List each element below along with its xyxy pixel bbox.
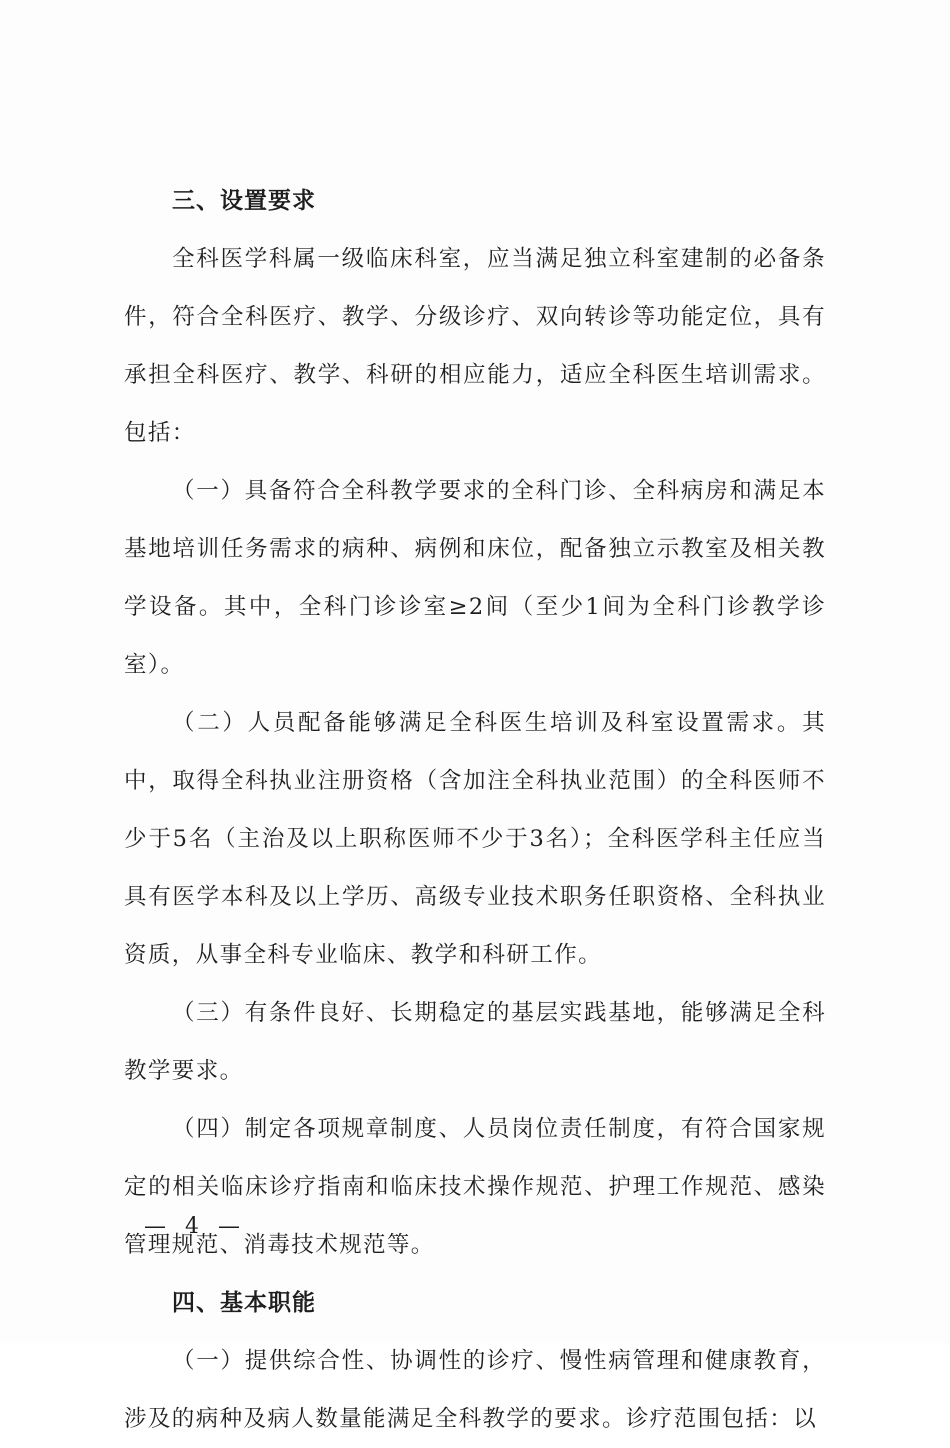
- section-heading-3: 三、设置要求: [172, 188, 316, 214]
- page-number: — 4 —: [144, 1214, 246, 1239]
- paragraph-3-3: （三）有条件良好、长期稳定的基层实践基地，能够满足全科教学要求。: [124, 1000, 826, 1084]
- paragraph-4-1: （一）提供综合性、协调性的诊疗、慢性病管理和健康教育，涉及的病种及病人数量能满足全科教学的要求。诊疗范围包括：以: [124, 1348, 826, 1432]
- paragraph-3-intro: 全科医学科属一级临床科室，应当满足独立科室建制的必备条件，符合全科医疗、教学、分级诊疗、双向转诊等功能定位，具有承担全科医疗、教学、科研的相应能力，适应全科医生培训需求。包括：: [124, 246, 826, 446]
- document-body: [124, 172, 826, 1448]
- section-heading-4: 四、基本职能: [172, 1290, 316, 1316]
- paragraph-3-4: （四）制定各项规章制度、人员岗位责任制度，有符合国家规定的相关临床诊疗指南和临床技术操作规范、护理工作规范、感染管理规范、消毒技术规范等。: [124, 1116, 826, 1258]
- paragraph-3-2: （二）人员配备能够满足全科医生培训及科室设置需求。其中，取得全科执业注册资格（含加注全科执业范围）的全科医师不少于5名（主治及以上职称医师不少于3名）；全科医学科主任应当具有医学本科及以上学历、高级专业技术职务任职资格、全科执业资质，从事全科专业临床、教学和科研工作。: [124, 710, 826, 968]
- paragraph-3-1: （一）具备符合全科教学要求的全科门诊、全科病房和满足本基地培训任务需求的病种、病例和床位，配备独立示教室及相关教学设备。其中，全科门诊诊室≥2间（至少1间为全科门诊教学诊室）。: [124, 478, 826, 678]
